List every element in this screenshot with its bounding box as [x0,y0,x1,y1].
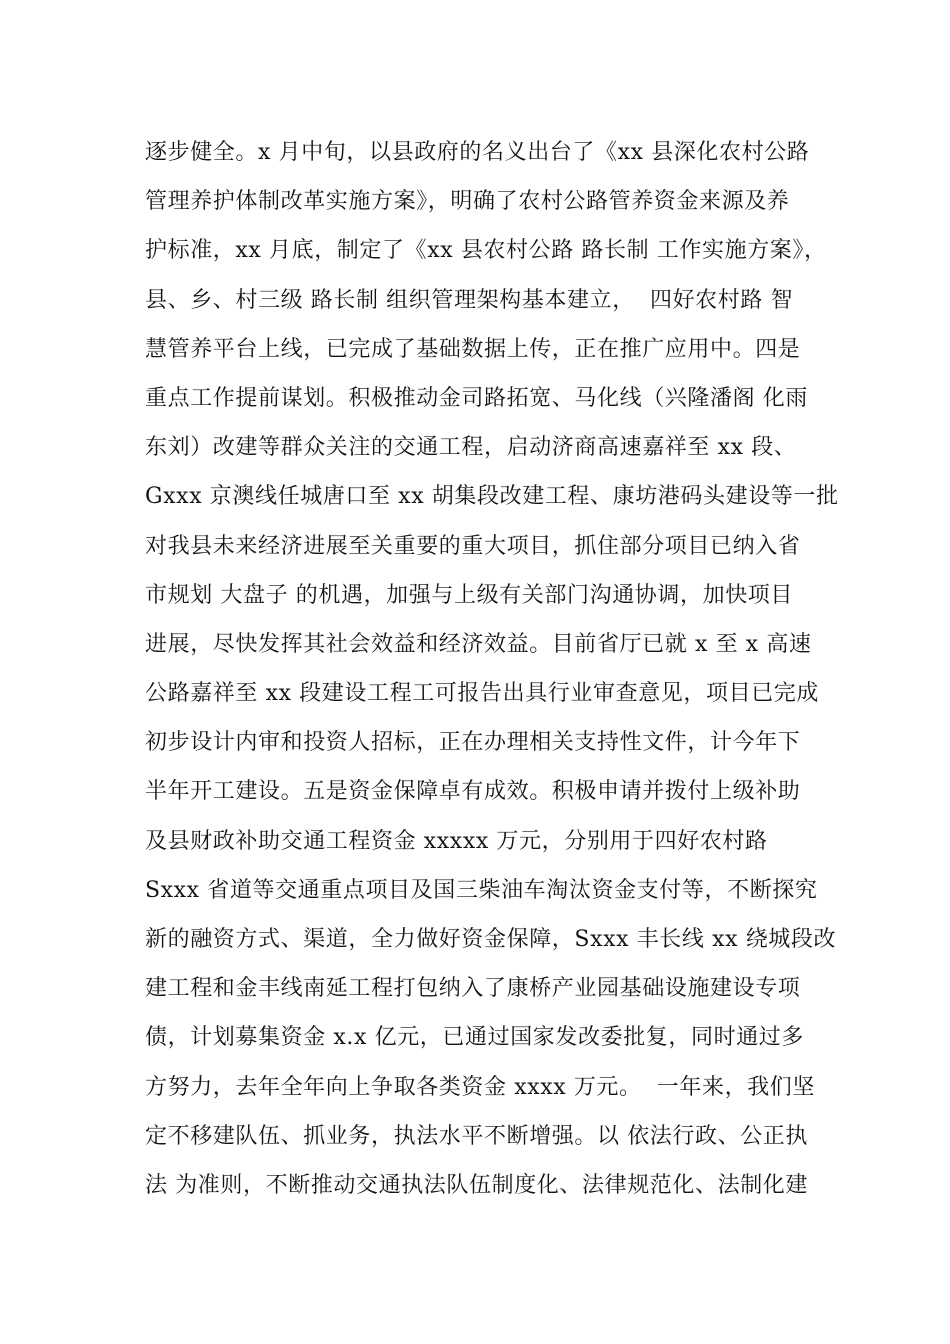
text-line: 慧管养平台上线，已完成了基础数据上传，正在推广应用中。四是 [145,336,801,362]
text-line: 债，计划募集资金 x.x 亿元，已通过国家发改委批复，同时通过多 [145,1025,804,1051]
body-text [145,134,845,1216]
text-line: 市规划 大盘子 的机遇，加强与上级有关部门沟通协调，加快项目 [145,582,793,608]
text-line: 进展，尽快发挥其社会效益和经济效益。目前省厅已就 x 至 x 高速 [145,631,812,657]
text-line: 东刘）改建等群众关注的交通工程，启动济商高速嘉祥至 xx 段、 [145,435,797,461]
text-line: 法 为准则，不断推动交通执法队伍制度化、法律规范化、法制化建 [145,1172,808,1198]
text-line: 县、乡、村三级 路长制 组织管理架构基本建立， 四好农村路 智 [145,287,794,313]
text-line: 护标准，xx 月底，制定了《xx 县农村公路 路长制 工作实施方案》， [145,238,827,264]
text-line: 方努力，去年全年向上争取各类资金 xxxx 万元。 一年来，我们坚 [145,1074,816,1100]
text-line: 公路嘉祥至 xx 段建设工程工可报告出具行业审查意见，项目已完成 [145,681,820,707]
text-line: 重点工作提前谋划。积极推动金司路拓宽、马化线（兴隆潘阁 化雨 [145,385,808,411]
text-line: 定不移建队伍、抓业务，执法水平不断增强。以 依法行政、公正执 [145,1123,808,1149]
text-line: 建工程和金丰线南延工程打包纳入了康桥产业园基础设施建设专项 [145,976,801,1002]
text-line: 半年开工建设。五是资金保障卓有成效。积极申请并拨付上级补助 [145,779,801,805]
text-line: 初步设计内审和投资人招标，正在办理相关支持性文件，计今年下 [145,730,801,756]
text-line: 及县财政补助交通工程资金 xxxxx 万元，分别用于四好农村路 [145,828,768,854]
text-line: 新的融资方式、渠道，全力做好资金保障，Sxxx 丰长线 xx 绕城段改 [145,927,837,952]
text-line: Gxxx 京澳线任城唐口至 xx 胡集段改建工程、康坊港码头建设等一批 [145,484,839,510]
text-line: Sxxx 省道等交通重点项目及国三柴油车淘汰资金支付等，不断探究 [145,877,818,903]
text-line: 逐步健全。x 月中旬，以县政府的名义出台了《xx 县深化农村公路 [145,140,810,165]
text-line: 管理养护体制改革实施方案》，明确了农村公路管养资金来源及养 [145,189,790,215]
text-line: 对我县未来经济进展至关重要的重大项目，抓住部分项目已纳入省 [145,533,801,559]
